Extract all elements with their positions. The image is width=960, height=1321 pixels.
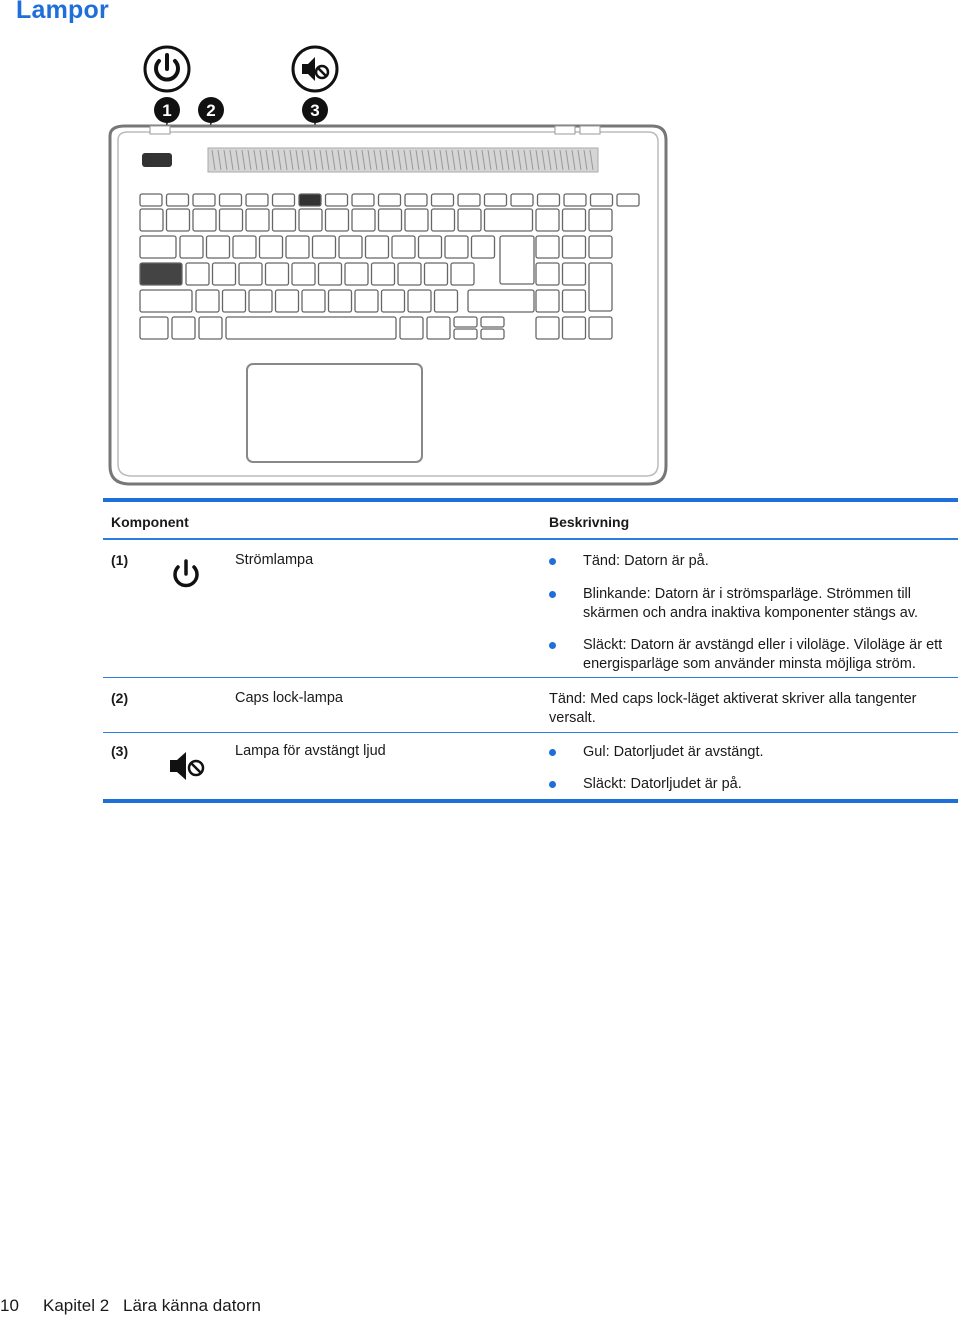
key [140, 290, 192, 312]
key [617, 194, 639, 206]
key [292, 263, 315, 285]
key [167, 209, 190, 231]
key [435, 290, 458, 312]
key [286, 236, 309, 258]
key [563, 236, 586, 258]
callout-3 [302, 97, 328, 123]
row-number: (2) [111, 690, 129, 706]
table-row [103, 678, 958, 733]
mute-speaker-icon [293, 47, 337, 91]
key [213, 263, 236, 285]
mute-key [299, 194, 321, 206]
key [326, 194, 348, 206]
key [563, 263, 586, 285]
key [432, 194, 454, 206]
key [419, 236, 442, 258]
component-description: Tänd: Med caps lock-läget aktiverat skriver alla tangenter versalt. [549, 691, 917, 726]
key [352, 209, 375, 231]
key [379, 209, 402, 231]
key [472, 236, 495, 258]
power-icon [145, 47, 189, 91]
component-table [103, 498, 958, 801]
key [223, 290, 246, 312]
key [427, 317, 450, 339]
page-title: Lampor [16, 0, 109, 24]
key [538, 194, 560, 206]
key [196, 290, 219, 312]
caps-lock-key [140, 263, 182, 285]
header-component: Komponent [111, 514, 189, 530]
mute-speaker-icon [169, 749, 207, 788]
key [319, 263, 342, 285]
svg-text:2: 2 [206, 101, 216, 120]
key [398, 263, 421, 285]
table-row: (1) Strömlampa Tänd: Datorn är på. Blinkande: Datorn är i strömsparläge. Strömmen till skärmen och andra inaktiva komponenter stängs av. Släckt: Datorn är avstängd eller i viloläge. Viloläge är ett energisparläge som använder minsta möjliga ström. [103, 540, 958, 678]
key [273, 209, 296, 231]
key [400, 317, 423, 339]
power-icon [169, 558, 203, 597]
key [276, 290, 299, 312]
key [589, 209, 612, 231]
key [563, 290, 586, 312]
key [405, 209, 428, 231]
key [563, 209, 586, 231]
key [172, 317, 195, 339]
chapter-label: Kapitel 2 [43, 1296, 110, 1315]
key [180, 236, 203, 258]
key [481, 317, 504, 327]
key [454, 317, 477, 327]
key [564, 194, 586, 206]
key [329, 290, 352, 312]
svg-text:1: 1 [162, 101, 172, 120]
key [451, 263, 474, 285]
key [425, 263, 448, 285]
key [186, 263, 209, 285]
key [589, 263, 612, 311]
key [392, 236, 415, 258]
key [408, 290, 431, 312]
key [481, 329, 504, 339]
key [485, 194, 507, 206]
key [454, 329, 477, 339]
chapter-title: Lära känna datorn [123, 1296, 261, 1315]
key [313, 236, 336, 258]
component-name: Lampa för avstängt ljud [235, 743, 386, 759]
key [246, 209, 269, 231]
key [266, 263, 289, 285]
callout-2 [198, 97, 224, 123]
table-bottom-rule [103, 799, 958, 803]
key [536, 263, 559, 285]
table-header [103, 502, 958, 540]
key [536, 317, 559, 339]
key [366, 236, 389, 258]
page-number: 10 [0, 1296, 19, 1315]
key [445, 236, 468, 258]
key [167, 194, 189, 206]
component-name: Caps lock-lampa [235, 690, 343, 706]
laptop-keyboard-illustration [100, 36, 680, 496]
key [589, 317, 612, 339]
key [352, 194, 374, 206]
key [140, 236, 176, 258]
key [273, 194, 295, 206]
key [382, 290, 405, 312]
key [302, 290, 325, 312]
key [485, 209, 533, 231]
key [355, 290, 378, 312]
key [199, 317, 222, 339]
key [226, 317, 396, 339]
key [500, 236, 534, 284]
key [458, 209, 481, 231]
key [220, 209, 243, 231]
table-row: (3) Lampa för avstängt ljud Gul: Datorljudet är avstängt. Släckt: Datorljudet är på. [111, 743, 764, 792]
key [563, 317, 586, 339]
key [140, 317, 168, 339]
key [536, 209, 559, 231]
key [458, 194, 480, 206]
key [511, 194, 533, 206]
key [468, 290, 534, 312]
key [207, 236, 230, 258]
key [339, 236, 362, 258]
key [299, 209, 322, 231]
svg-text:3: 3 [310, 101, 320, 120]
callout-1 [154, 97, 180, 123]
keyboard-diagram [100, 36, 680, 496]
key [193, 209, 216, 231]
component-name: Strömlampa [235, 552, 314, 568]
key [140, 194, 162, 206]
key [536, 290, 559, 312]
key [233, 236, 256, 258]
key [260, 236, 283, 258]
header-description: Beskrivning [549, 514, 630, 530]
key [140, 209, 163, 231]
row-number: (3) [111, 743, 129, 759]
key [591, 194, 613, 206]
key [345, 263, 368, 285]
key [239, 263, 262, 285]
key [405, 194, 427, 206]
key [379, 194, 401, 206]
key [246, 194, 268, 206]
key [589, 236, 612, 258]
row-number: (1) [111, 552, 129, 568]
key [193, 194, 215, 206]
key [432, 209, 455, 231]
key [326, 209, 349, 231]
key [536, 236, 559, 258]
key [372, 263, 395, 285]
key [220, 194, 242, 206]
key [249, 290, 272, 312]
